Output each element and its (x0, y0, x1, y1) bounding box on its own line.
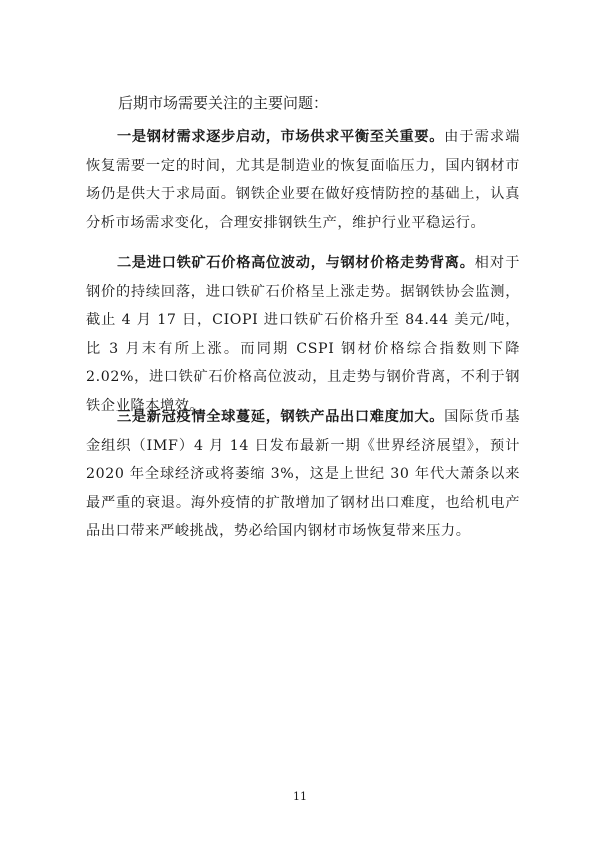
paragraph-body: 国际货币基金组织（IMF）4 月 14 日发布最新一期《世界经济展望》，预计 2020 年全球经济或将萎缩 3%，这是上世纪 30 年代大萧条以来最严重的衰退。海外疫情的扩散增加了钢材出口难度，也给机电产品出口带来严峻挑战，势必给国内钢材市场恢复带来压力。 (86, 409, 520, 540)
paragraph-body: 由于需求端恢复需要一定的时间，尤其是制造业的恢复面临压力，国内钢材市场仍是供大于求局面。钢铁企业要在做好疫情防控的基础上，认真分析市场需求变化，合理安排钢铁生产，维护行业平稳运行。 (86, 129, 520, 231)
paragraph-iron-ore-price (86, 249, 520, 421)
paragraph-lead: 一是钢材需求逐步启动，市场供求平衡至关重要。 (117, 129, 445, 145)
paragraph-export-difficulty (86, 403, 520, 546)
paragraph-lead: 二是进口铁矿石价格高位波动，与钢材价格走势背离。 (117, 255, 475, 271)
page-number: 11 (293, 790, 307, 803)
paragraph-body: 相对于钢价的持续回落，进口铁矿石价格呈上涨走势。据钢铁协会监测，截止 4 月 17 日，CIOPI 进口铁矿石价格升至 84.44 美元/吨，比 3 月末有所上涨。而同期 CSPI 钢材价格综合指数则下降 2.02%，进口铁矿石价格高位波动，且走势与钢价背离，不利于钢铁企业降本增效。 (86, 255, 520, 414)
section-heading: 后期市场需要关注的主要问题： (118, 94, 329, 112)
paragraph-steel-demand (86, 123, 520, 237)
paragraph-lead: 三是新冠疫情全球蔓延，钢铁产品出口难度加大。 (117, 409, 445, 425)
